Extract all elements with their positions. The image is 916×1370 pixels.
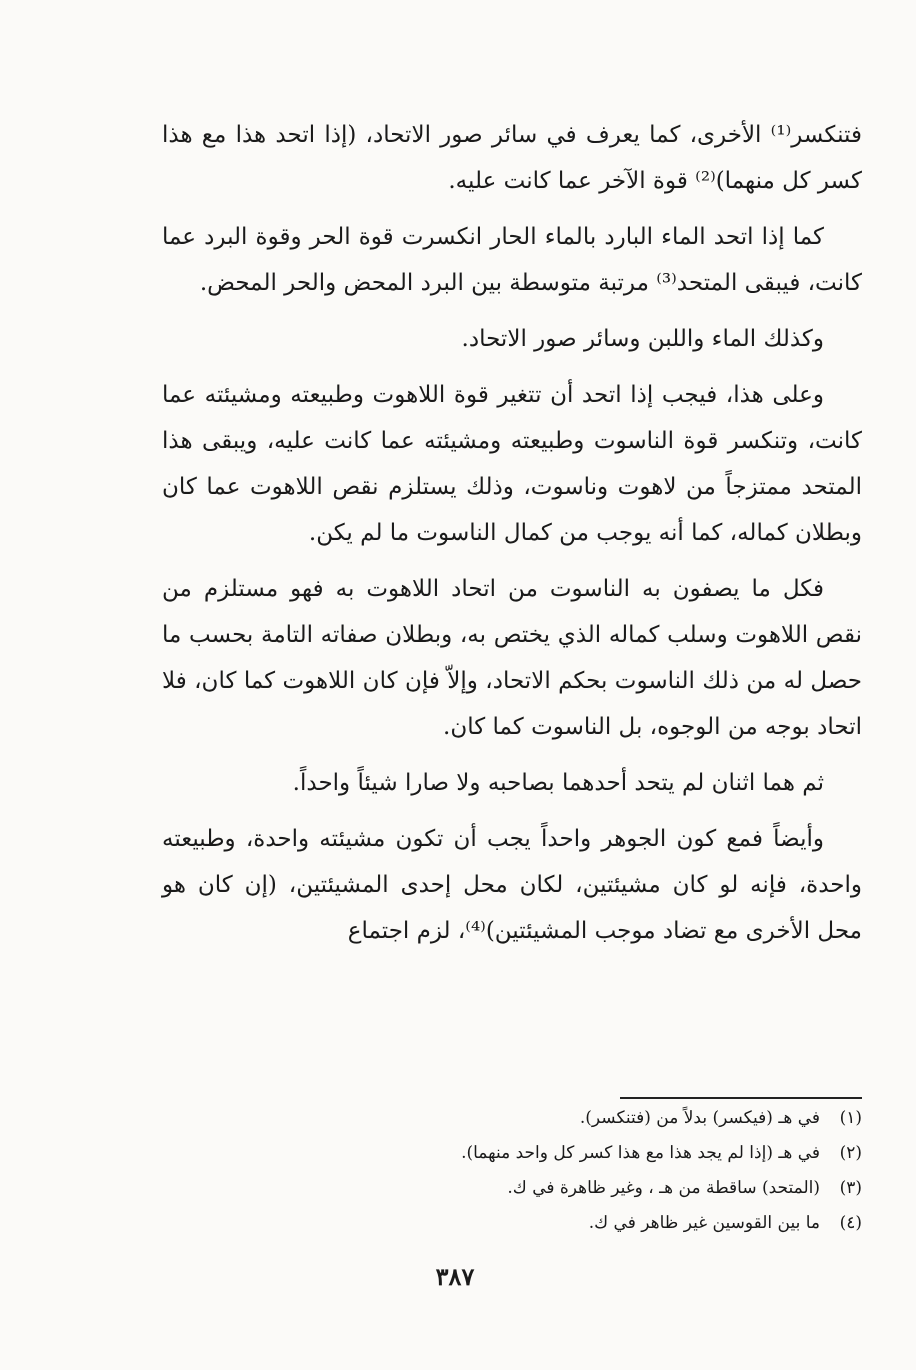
- main-text-body: [162, 112, 862, 964]
- footnote-item: [380, 1101, 862, 1136]
- footnote-number: (٣): [839, 1178, 862, 1198]
- paragraph: كما إذا اتحد الماء البارد بالماء الحار انكسرت قوة الحر وقوة البرد عما كانت، فيبقى المتحد⁽³⁾ مرتبة متوسطة بين البرد المحض والحر المحض.: [162, 224, 862, 296]
- paragraph: فكل ما يصفون به الناسوت من اتحاد اللاهوت به فهو مستلزم من نقص اللاهوت وسلب كماله الذي يختص به، وبطلان صفاته التامة بحسب ما حصل له من ذلك الناسوت بحكم الاتحاد، وإلاّ فإن كان اللاهوت كما كان، فلا اتحاد بوجه من الوجوه، بل الناسوت كما كان.: [162, 576, 862, 740]
- footnote-item: [380, 1206, 862, 1241]
- paragraph: وعلى هذا، فيجب إذا اتحد أن تتغير قوة اللاهوت وطبيعته ومشيئته عما كانت، وتنكسر قوة الناسوت وطبيعته ومشيئته عما كانت عليه، ويبقى هذا المتحد ممتزجاً من لاهوت وناسوت، وذلك يستلزم نقص اللاهوت عما كان وبطلان كماله، كما أنه يوجب من كمال الناسوت ما لم يكن.: [162, 382, 862, 546]
- footnote-text: في هـ (فيكسر) بدلاً من (فتنكسر).: [579, 1108, 820, 1128]
- footnote-text: (المتحد) ساقطة من هـ ، وغير ظاهرة في ك.: [507, 1178, 820, 1198]
- footnote-item: [380, 1136, 862, 1171]
- footnote-number: (١): [839, 1108, 862, 1128]
- footnotes: [380, 1101, 862, 1241]
- footnote-text: ما بين القوسين غير ظاهر في ك.: [588, 1213, 820, 1233]
- paragraph: وكذلك الماء واللبن وسائر صور الاتحاد.: [461, 326, 824, 352]
- footnote-number: (٤): [839, 1213, 862, 1233]
- footnote-text: في هـ (إذا لم يجد هذا مع هذا كسر كل واحد منهما).: [461, 1143, 820, 1163]
- page-number: ٣٨٧: [435, 1262, 475, 1291]
- footnote-divider: [620, 1097, 862, 1099]
- paragraph: فتنكسر⁽¹⁾ الأخرى، كما يعرف في سائر صور الاتحاد، (إذا اتحد هذا مع هذا كسر كل منهما)⁽²⁾ قوة الآخر عما كانت عليه.: [162, 122, 862, 194]
- paragraph: ثم هما اثنان لم يتحد أحدهما بصاحبه ولا صارا شيئاً واحداً.: [292, 770, 824, 796]
- footnote-number: (٢): [839, 1143, 862, 1163]
- paragraph: وأيضاً فمع كون الجوهر واحداً يجب أن تكون مشيئته واحدة، وطبيعته واحدة، فإنه لو كان مشيئتين، لكان محل إحدى المشيئتين، (إن كان هو محل الأخرى مع تضاد موجب المشيئتين)⁽⁴⁾، لزم اجتماع: [162, 826, 862, 944]
- footnote-item: [380, 1171, 862, 1206]
